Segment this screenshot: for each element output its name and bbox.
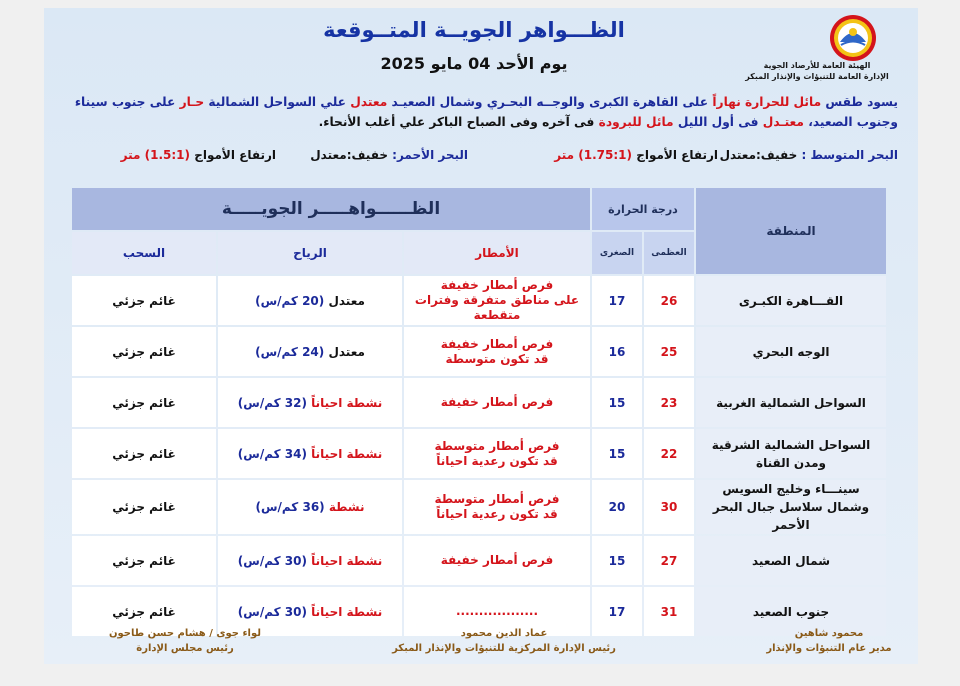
red-sea-waves: ارتفاع الأمواج (1.5:1) متر [120, 148, 276, 162]
rain-cell: فرص أمطار خفيفة على مناطق متفرقة وفترات متقطعة [404, 276, 590, 325]
max-temp-cell: 23 [644, 378, 694, 427]
max-temp-cell: 31 [644, 587, 694, 636]
cloud-cell: غائم جزئي [72, 587, 216, 636]
min-temp-cell: 17 [592, 587, 642, 636]
min-temp-cell: 15 [592, 378, 642, 427]
rain-cell: فرص أمطار متوسطة قد تكون رعدية احياناً [404, 480, 590, 534]
min-temp-cell: 15 [592, 536, 642, 585]
max-temp-cell: 30 [644, 480, 694, 534]
table-row [72, 327, 886, 376]
col-rain: الأمطار [404, 232, 590, 274]
col-phenomena: الظــــــواهـــــر الجويـــــة [72, 188, 590, 230]
cloud-cell: غائم جزئي [72, 378, 216, 427]
min-temp-cell: 17 [592, 276, 642, 325]
mediterranean-sea: البحر المتوسط : خفيف:معتدل [719, 148, 898, 162]
max-temp-cell: 26 [644, 276, 694, 325]
cloud-cell: غائم جزئي [72, 536, 216, 585]
rain-cell: فرص أمطار خفيفة [404, 536, 590, 585]
region-cell: السواحل الشمالية الشرقية ومدن القناة [696, 429, 886, 478]
col-region: المنطقة [696, 188, 886, 274]
forecast-table [70, 186, 888, 638]
max-temp-cell: 25 [644, 327, 694, 376]
min-temp-cell: 20 [592, 480, 642, 534]
ema-logo-icon [829, 14, 877, 62]
signature-right: محمود شاهين مدير عام التنبؤات والإنذار [766, 628, 892, 654]
col-clouds: السحب [72, 232, 216, 274]
cloud-cell: غائم جزئي [72, 480, 216, 534]
min-temp-cell: 15 [592, 429, 642, 478]
signature-left: لواء جوى / هشام حسن طاحون رئيس مجلس الإدارة [108, 628, 262, 654]
col-max: العظمى [644, 232, 694, 274]
red-sea: البحر الأحمر: خفيف:معتدل [310, 148, 468, 162]
page-title: الظـــواهر الجويــة المتــوقعة [323, 18, 625, 42]
rain-cell: فرص أمطار خفيفة قد تكون متوسطة [404, 327, 590, 376]
wind-cell: نشطة (36 كم/س) [218, 480, 402, 534]
col-temperature: درجة الحرارة [592, 188, 694, 230]
max-temp-cell: 27 [644, 536, 694, 585]
sea-state [64, 148, 898, 168]
table-row [72, 378, 886, 427]
forecast-date: يوم الأحد 04 مايو 2025 [380, 54, 568, 73]
max-temp-cell: 22 [644, 429, 694, 478]
weather-summary: يسود طقس مائل للحرارة نهاراً على القاهرة الكبرى والوجــه البحـري وشمال الصعيـد معتدل علي السواحل الشمالية حـار على جنوب سيناء وجنوب الصعيد، معتـدل فى أول الليل مائل للبرودة فى آخره وفى الصباح الباكر علي أغلب الأنحاء. [74, 95, 898, 129]
col-wind: الرياح [218, 232, 402, 274]
table-row [72, 276, 886, 325]
cloud-cell: غائم جزئي [72, 327, 216, 376]
table-row [72, 536, 886, 585]
rain-cell: فرص أمطار متوسطة قد تكون رعدية احياناً [404, 429, 590, 478]
region-cell: القـــاهرة الكبـرى [696, 276, 886, 325]
signature-center: عماد الدين محمود رئيس الإدارة المركزية للتنبؤات والإنذار المبكر [392, 628, 616, 654]
agency-name: الهيئة العامة للأرصاد الجوية الإدارة العامة للتنبؤات والإنذار المبكر [745, 61, 889, 81]
region-cell: الوجه البحري [696, 327, 886, 376]
min-temp-cell: 16 [592, 327, 642, 376]
wind-cell: نشطة احياناً (34 كم/س) [218, 429, 402, 478]
region-cell: السواحل الشمالية الغربية [696, 378, 886, 427]
cloud-cell: غائم جزئي [72, 429, 216, 478]
region-cell: سينـــاء وخليج السويس وشمال سلاسل جبال البحر الأحمر [696, 480, 886, 534]
table-row [72, 480, 886, 534]
col-min: الصغرى [592, 232, 642, 274]
mediterranean-waves: ارتفاع الأمواج (1.75:1) متر [554, 148, 718, 162]
region-cell: جنوب الصعيد [696, 587, 886, 636]
bulletin-sheet [44, 8, 918, 664]
wind-cell: نشطة احياناً (30 كم/س) [218, 587, 402, 636]
wind-cell: نشطة احياناً (32 كم/س) [218, 378, 402, 427]
cloud-cell: غائم جزئي [72, 276, 216, 325]
wind-cell: معتدل (20 كم/س) [218, 276, 402, 325]
wind-cell: معتدل (24 كم/س) [218, 327, 402, 376]
rain-cell: .................. [404, 587, 590, 636]
table-row [72, 429, 886, 478]
wind-cell: نشطة احياناً (30 كم/س) [218, 536, 402, 585]
region-cell: شمال الصعيد [696, 536, 886, 585]
rain-cell: فرص أمطار خفيفة [404, 378, 590, 427]
